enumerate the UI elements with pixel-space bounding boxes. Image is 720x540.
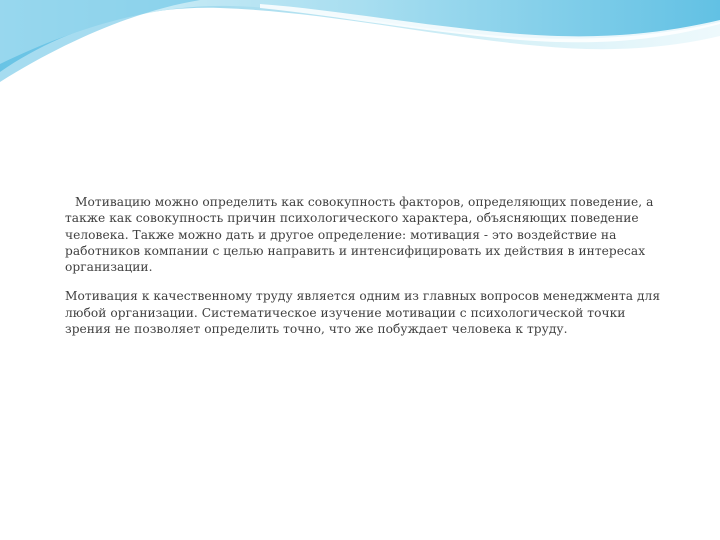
slide-body [65, 194, 665, 337]
wave-decoration-icon [0, 0, 720, 110]
paragraph-motivation-definition: Мотивацию можно определить как совокупность факторов, определяющих поведение, а также как совокупность причин психологического характера, объясняющих поведение человека. Также можно дать и другое определение: мотивация - это воздействие на работников компании с целью направить и интенсифицировать их действия в интересах организации. [65, 195, 654, 275]
paragraph-motivation-importance: Мотивация к качественному труду является одним из главных вопросов менеджмента для любой организации. Систематическое изучение мотивации с психологической точки зрения не позволяет определить точно, что же побуждает человека к труду. [65, 289, 661, 337]
